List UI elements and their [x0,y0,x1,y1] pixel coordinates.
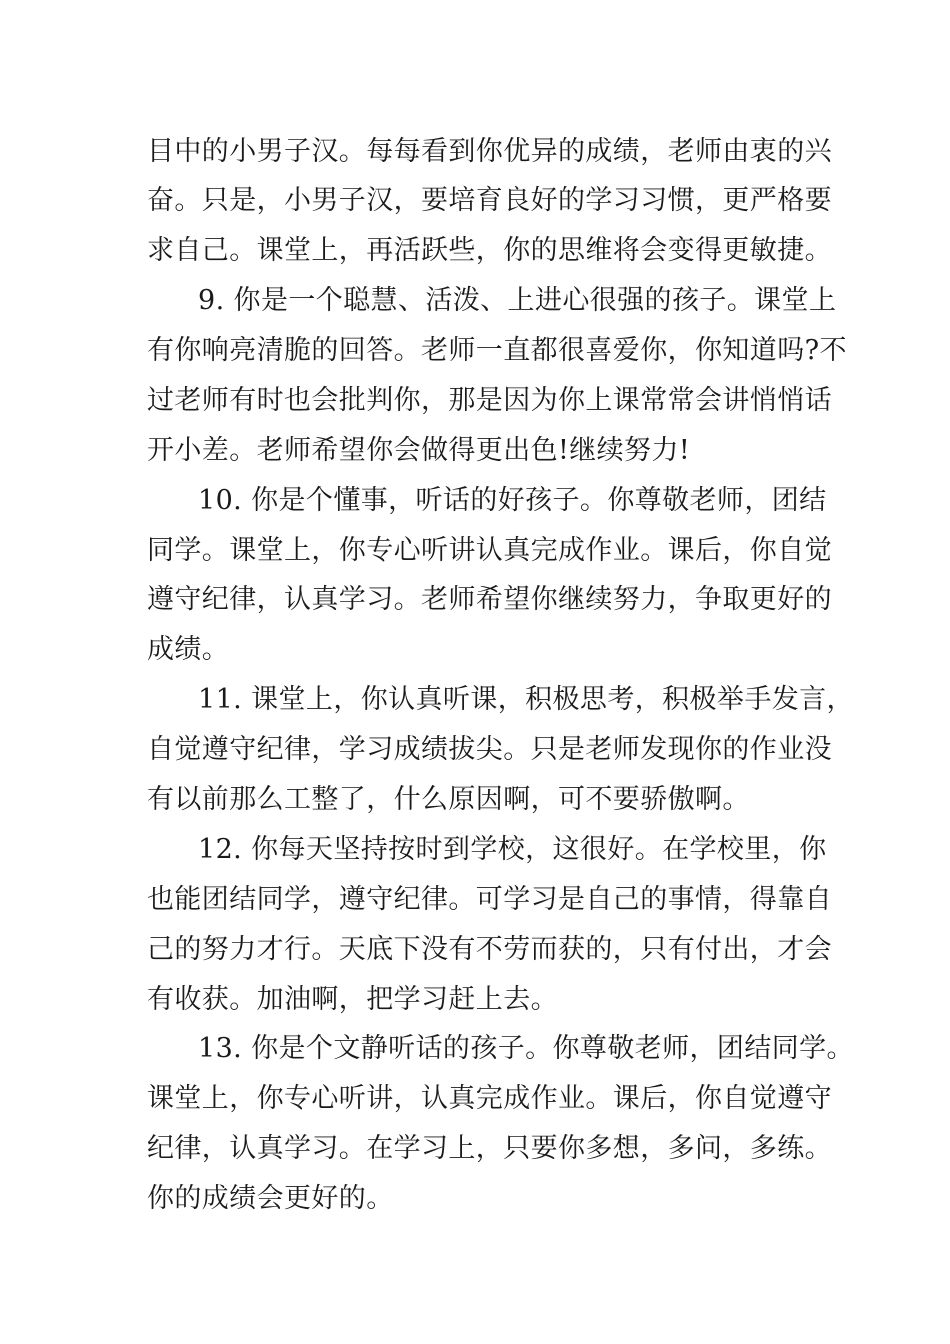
paragraph-10-start: 10. 你是个懂事，听话的好孩子。你尊敬老师，团结 [198,485,827,516]
text-line: 你的成绩会更好的。 [147,1183,394,1214]
text-line: 有收获。加油啊，把学习赶上去。 [147,984,558,1015]
text-line: 遵守纪律，认真学习。老师希望你继续努力，争取更好的 [147,584,832,615]
text-line: 纪律，认真学习。在学习上，只要你多想，多问，多练。 [147,1133,832,1164]
text-line: 奋。只是，小男子汉，要培育良好的学习习惯，更严格要 [147,185,832,216]
text-line: 自觉遵守纪律，学习成绩拔尖。只是老师发现你的作业没 [147,734,832,765]
text-line: 过老师有时也会批判你，那是因为你上课常常会讲悄悄话 [147,385,832,416]
paragraph-13-start: 13. 你是个文静听话的孩子。你尊敬老师，团结同学。 [198,1033,854,1064]
text-line: 己的努力才行。天底下没有不劳而获的，只有付出，才会 [147,934,832,965]
text-line: 目中的小男子汉。每每看到你优异的成绩，老师由衷的兴 [147,136,832,167]
text-line: 开小差。老师希望你会做得更出色!继续努力! [147,435,691,466]
text-line: 有你响亮清脆的回答。老师一直都很喜爱你，你知道吗?不 [147,335,847,366]
text-line: 同学。课堂上，你专心听讲认真完成作业。课后，你自觉 [147,535,832,566]
text-line: 成绩。 [147,634,230,665]
paragraph-9-start: 9. 你是一个聪慧、活泼、上进心很强的孩子。课堂上 [198,285,837,316]
paragraph-12-start: 12. 你每天坚持按时到学校，这很好。在学校里，你 [198,834,827,865]
text-line: 有以前那么工整了，什么原因啊，可不要骄傲啊。 [147,784,750,815]
text-line: 课堂上，你专心听讲，认真完成作业。课后，你自觉遵守 [147,1083,832,1114]
text-line: 也能团结同学，遵守纪律。可学习是自己的事情，得靠自 [147,884,832,915]
paragraph-11-start: 11. 课堂上，你认真听课，积极思考，积极举手发言， [198,684,854,715]
text-line: 求自己。课堂上，再活跃些，你的思维将会变得更敏捷。 [147,235,832,266]
